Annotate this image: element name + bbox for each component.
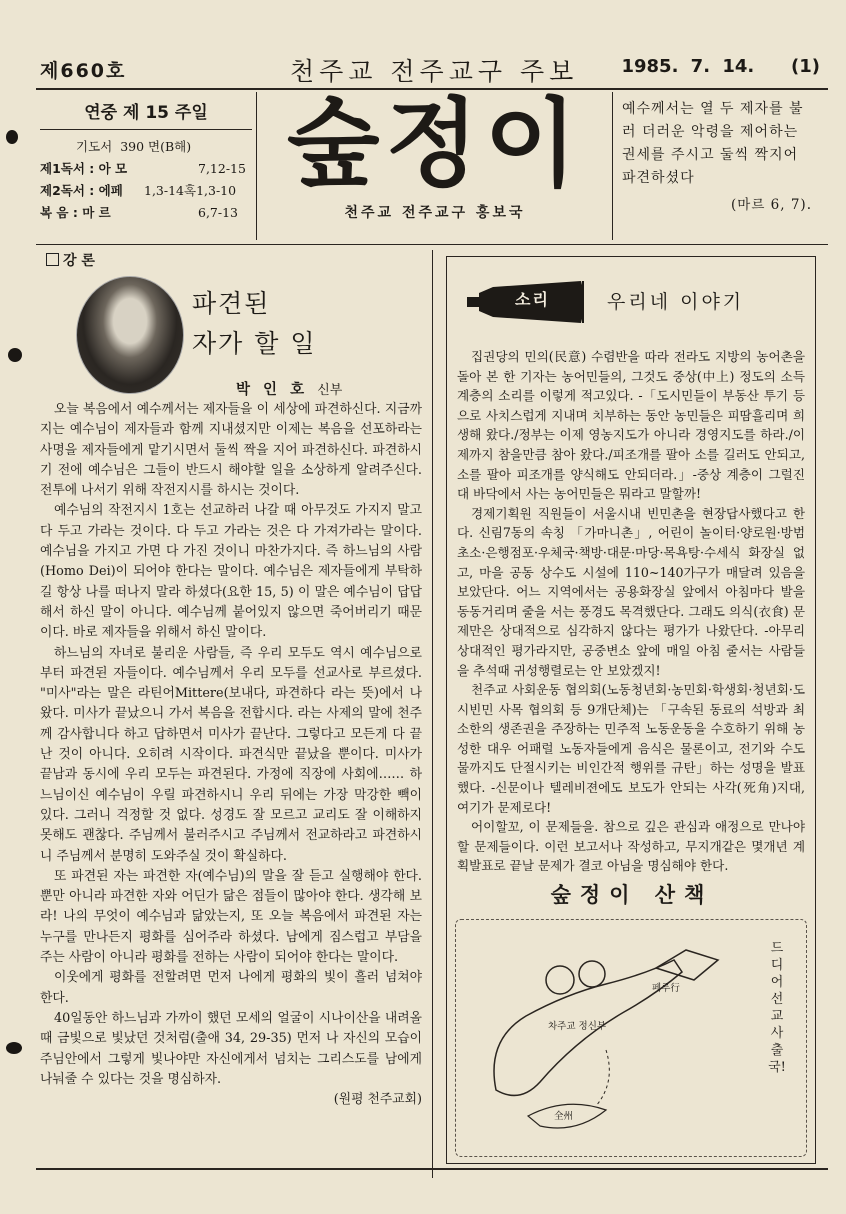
author-role: 신부 [317,383,343,398]
cartoon-panel [455,919,807,1157]
homily-title-line2: 자가 할 일 [192,329,317,358]
homily-author [236,378,342,399]
airplane-cartoon-icon [456,920,806,1156]
scripture-verse [622,98,812,217]
date-text: 1985. 7. 14. [621,56,755,77]
homily-paragraph: 40일동안 하느님과 가까이 했던 모세의 얼굴이 시나이산을 내려올때 금빛으로 빛났던 것처럼(출애 34, 29-35) 먼저 나 자신의 모습이 주님안에서 그렇게 빛나야만 자신에게서 넘치는 그리스도를 남에게 나눠줄 수 있다는 것을 명심하자. [40,1010,422,1087]
prayer-book-line [40,136,252,158]
gospel-label: 복 음 : 마 르 [40,205,111,220]
masthead-topline [40,52,820,92]
first-reading-line [40,158,252,180]
first-reading-value: 7,12-15 [198,161,246,176]
second-reading-label: 제2독서 : 에페 [40,183,123,198]
second-reading-value: 1,3-14혹1,3-10 [144,183,237,198]
page-number: (1) [791,56,820,77]
homily-source: (원평 천주교회) [333,1092,422,1108]
homily-paragraph: 예수님의 작전지시 1호는 선교하러 나갈 때 아무것도 가지지 말고 다 두고 가라는 것이다. 다 두고 가라는 것은 다 가져가라는 말이다.예수님을 가지고 가면 다 가진 것이니 마찬가지다. 즉 하느님의 사람(Homo Dei)이 되어야 한다는 말이다. 예수님은 제자들에게 부탁하길 항상 나를 떠나지 말라 하셨다(요한 15, 5) 이 말은 예수님이 답답해서 하신 말이 아니다. 예수님께 붙어있지 않으면 죽어버리기 때문이다. 바로 제자들을 위해서 하신 말이다. [40,503,422,641]
passenger-label: 차주교 정신부 [548,1021,607,1032]
bottom-rule [36,1168,828,1170]
gospel-value: 6,7-13 [198,205,239,220]
sori-heading: 우리네 이야기 [607,291,745,313]
author-portrait [76,276,184,394]
logo-title: 숲정이 [286,88,584,200]
checkbox-icon [46,253,59,266]
sori-column [446,256,816,1164]
sori-paragraph: 경제기획원 직원들이 서울시내 빈민촌을 현장답사했다고 한다. 신림7동의 속칭 「가마니촌」, 어린이 놀이터·양로원·방범초소·은행점포·우체국·책방·대문·마당·목욕탕·수세식 화장실 없고, 마을 공동 상수도 시설에 110~140가구가 매달려 있음을 보았단다. 어느 지역에서는 공용화장실 앞에서 아침마다 발을 동동거리며 줄을 서는 풍경도 목격했단다. 그래도 의식(衣食) 문제만은 상대적으로 심각하지 않다는 평가가 나왔단다. -아무리 상대적인 평가라지만, 공중변소 앞에 매일 아침 줄서는 사람들을 추석때 귀성행렬로는 안 보았겠지! [457,505,805,678]
sori-tag: 소리 [515,290,550,309]
homily-section-label [46,250,422,270]
issue-number: 제660호 [40,60,127,82]
column-divider [432,250,433,1178]
readings-box [40,94,252,244]
walk-title: 숲정이 산책 [550,883,714,907]
logo-block [270,88,600,222]
sori-paragraph: 천주교 사회운동 협의회(노동청년회·농민회·학생회·청년회·도시빈민 사목 협의회 등 9개단체)는 「구속된 동료의 석방과 최소한의 생존권을 주장하는 민주적 노동운동을 수호하기 위해 농성한 대우 어패럴 노동자들에게 음식은 물론이고, 전기와 수도물까지도 단절시키는 비인간적 행위를 규탄」하는 성명을 발표했다. -신문이나 텔레비젼에도 보도가 안되는 사각(死角)지대, 여기가 문제로다! [457,682,805,815]
homily-section-text: 강 론 [63,253,95,269]
first-reading-label: 제1독서 : 아 모 [40,161,128,176]
prayer-label: 기도서 [76,139,113,154]
sori-paragraph: 어이할꼬, 이 문제들을. 참으로 깊은 관심과 애정으로 만나야 할 문제들이다. 이런 보고서나 작성하고, 무지개같은 몇개년 계획발표로 끝날 문제가 결코 아님을 명심해야 한다. [457,819,805,874]
sori-body [457,347,805,876]
homily-title [192,284,317,364]
publisher-name: 천주교 전주교구 홍보국 [344,205,526,221]
gospel-line [40,202,252,224]
homily-body [40,400,422,1110]
homily-paragraph: 하느님의 자녀로 불리운 사람들, 즉 우리 모두도 역시 예수님으로부터 파견된 자들이다. 예수님께서 우리 모두를 선교사로 부르셨다. "미사"라는 말은 라틴어Mittere(보내다, 파견하다 라는 뜻)에서 나왔다. 미사가 끝났으니 가서 복음을 전합시다. 라는 사제의 말에 천주께 감사합니다 하고 답하면서 미사가 끝난다. 그렇다고 모든게 다 끝난 것이 아니다. 오히려 시작이다. 파견식만 끝났을 뿐이다. 미사가 끝남과 동시에 우리 모두는 파견된다. 가정에 직장에 사회에…… 하느님이신 예수님이 우릴 파견하시니 우리 뒤에는 가장 막강한 빽이 있다. 그러니 걱정할 것 없다. 성경도 잘 모르고 교리도 잘 이해하지 못해도 괜찮다. 주님께서 불러주시고 주님께서 전교하라고 파견하시니 주님께서 분명히 도와주실 것이 확실하다. [40,645,422,864]
homily-paragraph: 또 파견된 자는 파견한 자(예수님)의 말을 잘 듣고 실행해야 한다.뿐만 아니라 파견한 자와 어딘가 닮은 점들이 많아야 한다. 생각해 보라! 나의 무엇이 예수님과 닮았는지, 또 오늘 복음에서 파견된 자는 누구를 만나든지 평화를 심어주라 하셨다. 남에게 짐스럽고 부담을 주는 사람이 아니라 평화를 전하는 사람이 되어야 한다는 말이다. [40,868,422,966]
homily-paragraph: 오늘 복음에서 예수께서는 제자들을 이 세상에 파견하신다. 지금까지는 예수님이 제자들과 함께 지내셨지만 이제는 복음을 선포하라는 사명을 제자들에게 맡기시면서 둘씩 짝을 지어 파견하신다. 파견하시기 전에 예수님은 그들이 반드시 해야할 일을 소상하게 알려주신다. 전투에 나서기 위해 작전지시를 하시는 것이다. [40,402,422,499]
sori-paragraph: 집권당의 민의(民意) 수렴반을 따라 전라도 지방의 농어촌을 돌아 본 한 기자는 농어민들의, 그것도 중상(中上) 정도의 소득 계층의 소리를 이렇게 적고있다. -「도시민들이 부동산 투기 등으로 사치스럽게 지내며 치부하는 동안 농민들은 피땀흘리며 희생해 왔다./정부는 이제 영농지도가 아니라 경영지도를 하라./이제까지 참을만큼 참아 왔다./피조개를 팔아 소를 길러도 안되고, 소를 팔아 피조개를 양식해도 안되더라.」-중상 계층이 그럴진대 바닥에서 사는 농어민들은 뭐라고 말할까! [457,349,805,502]
sunday-title: 연중 제 15 주일 [40,94,252,130]
masthead-bottom-rule [36,244,828,245]
verse-reference: (마르 6, 7). [731,197,812,213]
verse-text: 예수께서는 열 두 제자를 불러 더러운 악령을 제어하는 권세를 주시고 둘씩 짝지어 파견하셨다 [622,101,804,186]
place-label: 全州 [554,1111,574,1122]
ink-smudge [8,348,22,362]
issue-date [621,56,820,77]
author-name: 박 인 호 [236,382,309,398]
homily-paragraph: 이웃에게 평화를 전할려면 먼저 나에게 평화의 빛이 흘러 넘쳐야 한다. [40,970,422,1006]
homily-title-line1: 파견된 [192,289,271,318]
ink-smudge [6,1042,22,1054]
destination-label: 페루行 [652,983,680,994]
prayer-value: 390 면(B해) [120,139,192,154]
masthead-divider-left [256,92,257,240]
cartoon-caption: 드디어 선교사 출국! [768,941,786,1075]
second-reading-line [40,180,252,202]
weekly-name: 천주교 전주교구 주보 [290,57,579,86]
masthead-divider-right [612,92,613,240]
ink-smudge [6,130,18,144]
homily-column [40,250,422,1180]
